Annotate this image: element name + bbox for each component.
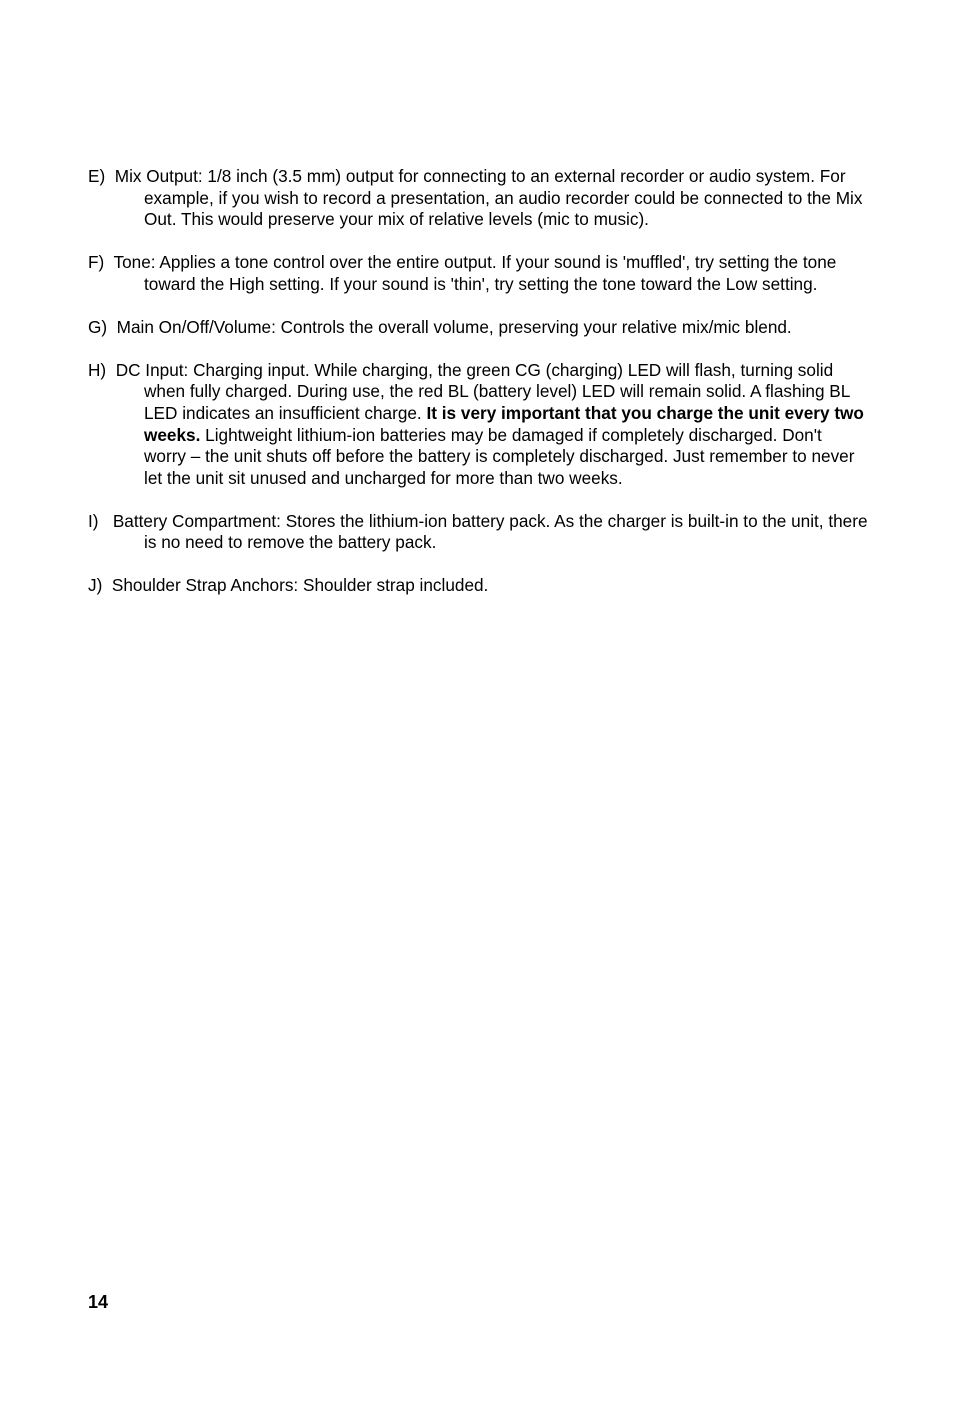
item-warning-text: It is very important that you charge the unit every two weeks. xyxy=(144,402,864,445)
page-number: 14 xyxy=(88,1292,109,1312)
list-item-mix-output xyxy=(88,166,868,231)
list-item-tone xyxy=(88,252,868,295)
item-text: Battery Compartment: Stores the lithium-ion battery pack. As the charger is built-in to the unit, there is no need to remove the battery pack. xyxy=(112,510,868,553)
item-letter: E) xyxy=(88,166,106,186)
item-letter: J) xyxy=(88,575,103,596)
item-letter: I) xyxy=(88,510,99,531)
item-text: Shoulder Strap Anchors: Shoulder strap included. xyxy=(111,575,489,596)
list-item-battery-compartment xyxy=(88,511,868,554)
item-text: Tone: Applies a tone control over the entire output. If your sound is 'muffled', try setting the tone toward the High setting. If your sound is 'thin', try setting the tone toward the Low setting. xyxy=(113,252,837,294)
item-letter: H) xyxy=(88,359,107,380)
list-item-main-volume xyxy=(88,317,868,339)
manual-content xyxy=(88,166,868,618)
item-text: Main On/Off/Volume: Controls the overall volume, preserving your relative mix/mic blend. xyxy=(116,316,792,337)
item-text: Mix Output: 1/8 inch (3.5 mm) output for connecting to an external recorder or audio system. For example, if you wish to record a presentation, an audio recorder could be connected to the Mix Out. This would preserve your mix of relative levels (mic to music). xyxy=(114,166,863,230)
item-letter: G) xyxy=(88,316,108,337)
list-item-dc-input xyxy=(88,360,868,490)
list-item-shoulder-strap xyxy=(88,575,868,597)
item-text-continued: Lightweight lithium-ion batteries may be damaged if completely discharged. Don't worry – the unit shuts off before the battery is completely discharged. Just remember to never let the unit sit unused and uncharged for more than two weeks. xyxy=(144,424,855,488)
item-text: DC Input: Charging input. While charging, the green CG (charging) LED will flash, turning solid when fully charged. During use, the red BL (battery level) LED will remain solid. A flashing BL LED indicates an insufficient charge. xyxy=(115,359,850,423)
item-letter: F) xyxy=(88,252,105,273)
